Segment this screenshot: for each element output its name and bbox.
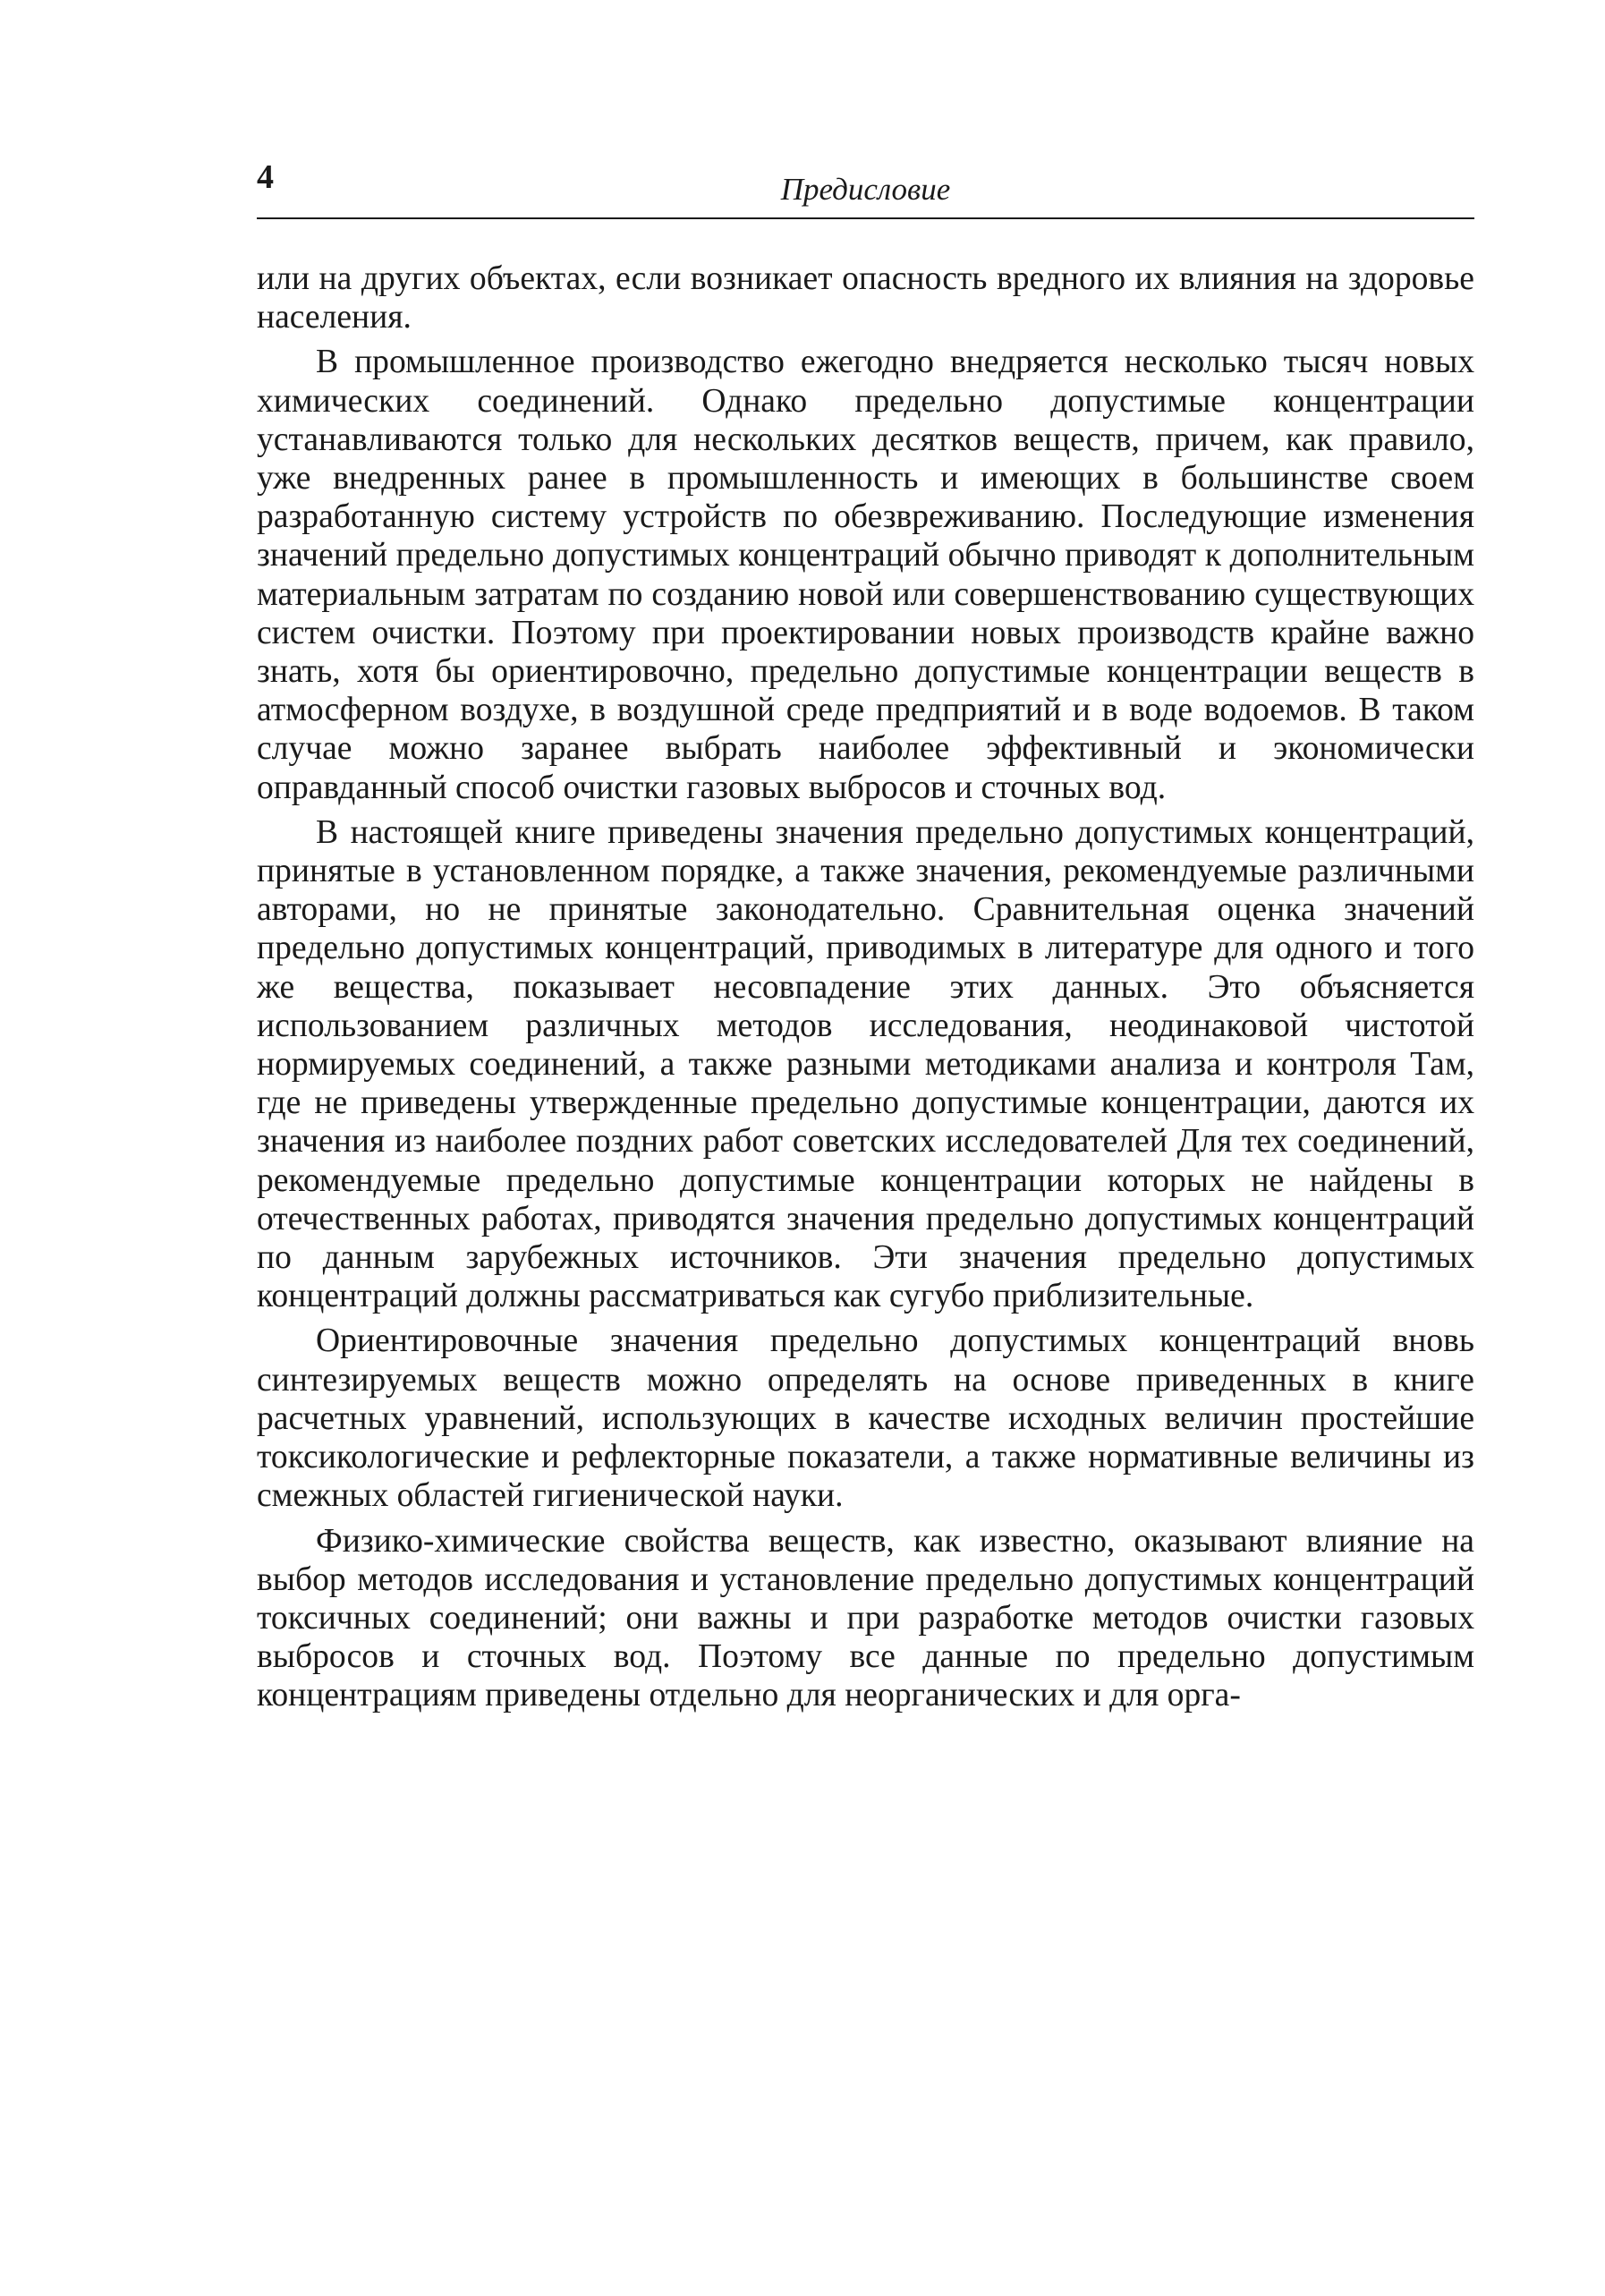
running-title: Предисловие [780, 172, 951, 207]
paragraph-physicochemical: Физико-химические свойства веществ, как известно, оказывают влияние на выбор методов исследования и установление предельно допустимых концентраций токсичных соединений; они важны и при разработке методов очистки газовых выбросов и сточных вод. Поэтому все данные по предельно допустимым концентрациям приведены отдельно для неорганических и для орга- [257, 1522, 1474, 1714]
body-text [257, 259, 1474, 1715]
page-header [257, 157, 1474, 211]
paragraph-book-values: В настоящей книге приведены значения предельно допустимых концентраций, принятые в установленном порядке, а также значения, рекомендуемые различными авторами, но не принятые законодательно. Сравнительная оценка значений предельно допустимых концентраций, приводимых в литературе для одного и того же вещества, показывает несовпадение этих данных. Это объясняется использованием различных методов исследования, неодинаковой чистотой нормируемых соединений, а также разными методиками анализа и контроля Там, где не приведены утвержденные предельно допустимые концентрации, даются их значения из наиболее поздних работ советских исследователей Для тех соединений, рекомендуемые предельно допустимые концентрации которых не найдены в отечественных работах, приводятся значения предельно допустимых концентраций по данным зарубежных источников. Эти значения предельно допустимых концентраций должны рассматриваться как сугубо приблизительные. [257, 813, 1474, 1315]
paragraph-industrial-production: В промышленное производство ежегодно внедряется несколько тысяч новых химических соединений. Однако предельно допустимые концентрации устанавливаются только для нескольких десятков веществ, причем, как правило, уже внедренных ранее в промышленность и имеющих в большинстве своем разработанную систему устройств по обезвреживанию. Последующие изменения значений предельно допустимых концентраций обычно приводят к дополнительным материальным затратам по созданию новой или совершенствованию существующих систем очистки. Поэтому при проектировании новых производств крайне важно знать, хотя бы ориентировочно, предельно допустимые концентрации веществ в атмосферном воздухе, в воздушной среде предприятий и в воде водоемов. В таком случае можно заранее выбрать наиболее эффективный и экономически оправданный способ очистки газовых выбросов и сточных вод. [257, 344, 1474, 806]
paragraph-continued: или на других объектах, если возникает опасность вредного их влияния на здоровье населения. [257, 260, 1474, 336]
header-rule [257, 217, 1474, 219]
paragraph-estimated-values: Ориентировочные значения предельно допустимых концентраций вновь синтезируемых веществ можно определять на основе приведенных в книге расчетных уравнений, использующих в качестве исходных величин простейшие токсикологические и рефлекторные показатели, а также нормативные величины из смежных областей гигиенической науки. [257, 1322, 1474, 1515]
page-number: 4 [257, 158, 274, 196]
